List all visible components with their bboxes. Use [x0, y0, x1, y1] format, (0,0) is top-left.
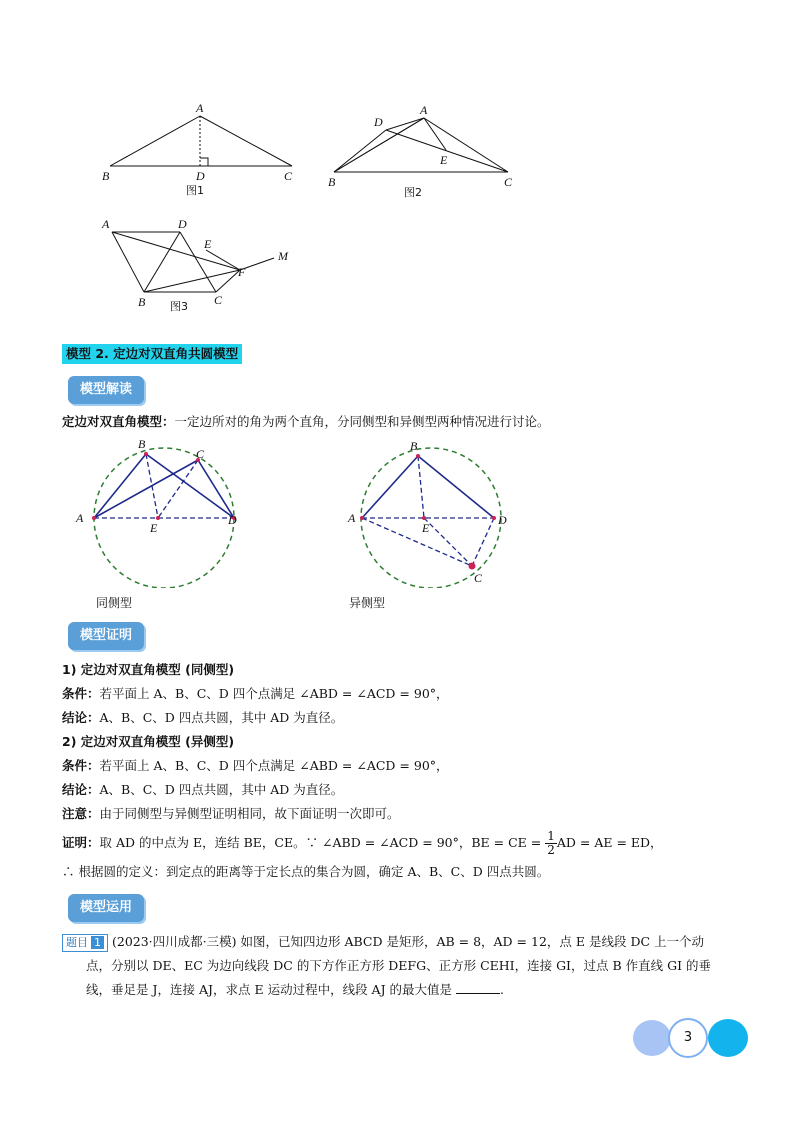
- fig1-label-d: D: [196, 169, 205, 183]
- page-number: 3: [668, 1018, 708, 1058]
- case1-condition: [62, 684, 742, 704]
- same-label-e: E: [150, 521, 158, 535]
- figure-opp-side: [344, 436, 524, 588]
- problem-line-1: [62, 932, 742, 952]
- problem-line-2: 点，分别以 DE、EC 为边向线段 DC 的下方作正方形 DEFG、正方形 CEHI，连接 GI，过点 B 作直线 GI 的垂: [86, 958, 711, 973]
- fig1-label-b: B: [102, 169, 110, 183]
- fig2-label-d: D: [374, 115, 383, 129]
- fig2-caption: 图2: [404, 186, 422, 199]
- answer-blank[interactable]: [456, 981, 500, 994]
- case2-concl-text: A、B、C、D 四点共圆，其中 AD 为直径。: [99, 782, 344, 797]
- proof-text-a: 取 AD 的中点为 E，连结 BE，CE。∵ ∠ABD = ∠ACD = 90°，BE = CE =: [99, 835, 542, 850]
- caption-opp-side: 异侧型: [349, 596, 386, 610]
- proof-line: [62, 828, 742, 858]
- case1-title: 1) 定边对双直角模型 (同侧型): [62, 662, 235, 677]
- fig3-label-a: A: [102, 217, 110, 231]
- fig1-caption: 图1: [186, 184, 204, 197]
- fraction-one-half: [545, 830, 557, 857]
- figure-3: [98, 212, 298, 316]
- fig3-label-b: B: [138, 295, 146, 309]
- caption-same-side: 同侧型: [96, 596, 133, 610]
- note-line: [62, 804, 742, 824]
- case2-cond-text: 若平面上 A、B、C、D 四个点满足 ∠ABD = ∠ACD = 90°，: [99, 758, 449, 773]
- page-badge-right-circle: [708, 1019, 748, 1057]
- figure-1: [100, 100, 300, 200]
- problem-text-1: (2023·四川成都·三模) 如图，已知四边形 ABCD 是矩形，AB = 8，AD = 12，点 E 是线段 DC 上一个动: [111, 934, 705, 949]
- section-model-proof: 模型证明: [68, 622, 144, 650]
- problem-tag: [62, 934, 108, 952]
- fig3-caption: 图3: [170, 300, 188, 313]
- frac-denominator: 2: [547, 843, 555, 857]
- section-model-reading: 模型解读: [68, 376, 144, 404]
- same-label-a: A: [76, 511, 84, 525]
- problem-tag-label: 题目: [66, 935, 88, 949]
- section-model-apply: 模型运用: [68, 894, 144, 922]
- frac-numerator: 1: [547, 829, 555, 843]
- figure-2: [326, 104, 526, 200]
- fig2-label-b: B: [328, 175, 336, 189]
- fig1-label-a: A: [196, 101, 204, 115]
- fig3-label-m: M: [278, 249, 288, 263]
- problem-end: .: [500, 982, 505, 997]
- case1-conclusion: [62, 708, 742, 728]
- problem-text-3: 线，垂足是 J，连接 AJ，求点 E 运动过程中，线段 AJ 的最大值是: [86, 982, 453, 997]
- proof-text-b: AD = AE = ED，: [556, 835, 663, 850]
- model-title: 模型 2. 定边对双直角共圆模型: [62, 344, 242, 364]
- opp-label-d: D: [498, 513, 507, 527]
- note-text: 由于同侧型与异侧型证明相同，故下面证明一次即可。: [99, 806, 400, 821]
- problem-line-3: [86, 980, 766, 1000]
- opp-label-c: C: [474, 571, 483, 585]
- fig2-label-c: C: [504, 175, 513, 189]
- same-label-b: B: [138, 437, 146, 451]
- figure-same-side: [72, 436, 252, 588]
- case1-cond-label: 条件：: [62, 686, 100, 701]
- fig3-label-d: D: [178, 217, 187, 231]
- fig3-label-c: C: [214, 293, 223, 307]
- opp-label-e: E: [422, 521, 430, 535]
- opp-label-b: B: [410, 439, 418, 453]
- fig3-label-f: F: [238, 265, 246, 279]
- problem-number: 1: [91, 936, 104, 949]
- case1-concl-text: A、B、C、D 四点共圆，其中 AD 为直径。: [99, 710, 344, 725]
- fig3-label-e: E: [204, 237, 212, 251]
- fig2-label-e: E: [440, 153, 448, 167]
- opp-label-a: A: [348, 511, 356, 525]
- case2-conclusion: [62, 780, 742, 800]
- page-badge-left-circle: [633, 1020, 671, 1056]
- intro-label: 定边对双直角模型：: [62, 414, 175, 429]
- case1-concl-label: 结论：: [62, 710, 100, 725]
- case2-concl-label: 结论：: [62, 782, 100, 797]
- proof-label: 证明：: [62, 835, 100, 850]
- same-label-d: D: [228, 513, 237, 527]
- fig2-label-a: A: [420, 104, 428, 117]
- same-label-c: C: [196, 447, 205, 461]
- case1-cond-text: 若平面上 A、B、C、D 四个点满足 ∠ABD = ∠ACD = 90°，: [99, 686, 449, 701]
- note-label: 注意：: [62, 806, 100, 821]
- case2-condition: [62, 756, 742, 776]
- fig1-label-c: C: [284, 169, 293, 183]
- therefore-line: ∴ 根据圆的定义：到定点的距离等于定长点的集合为圆，确定 A、B、C、D 四点共圆。: [62, 864, 550, 879]
- case2-title: 2) 定边对双直角模型 (异侧型): [62, 734, 235, 749]
- intro-line: [62, 412, 742, 432]
- intro-text: 一定边所对的角为两个直角，分同侧型和异侧型两种情况进行讨论。: [174, 414, 550, 429]
- case2-cond-label: 条件：: [62, 758, 100, 773]
